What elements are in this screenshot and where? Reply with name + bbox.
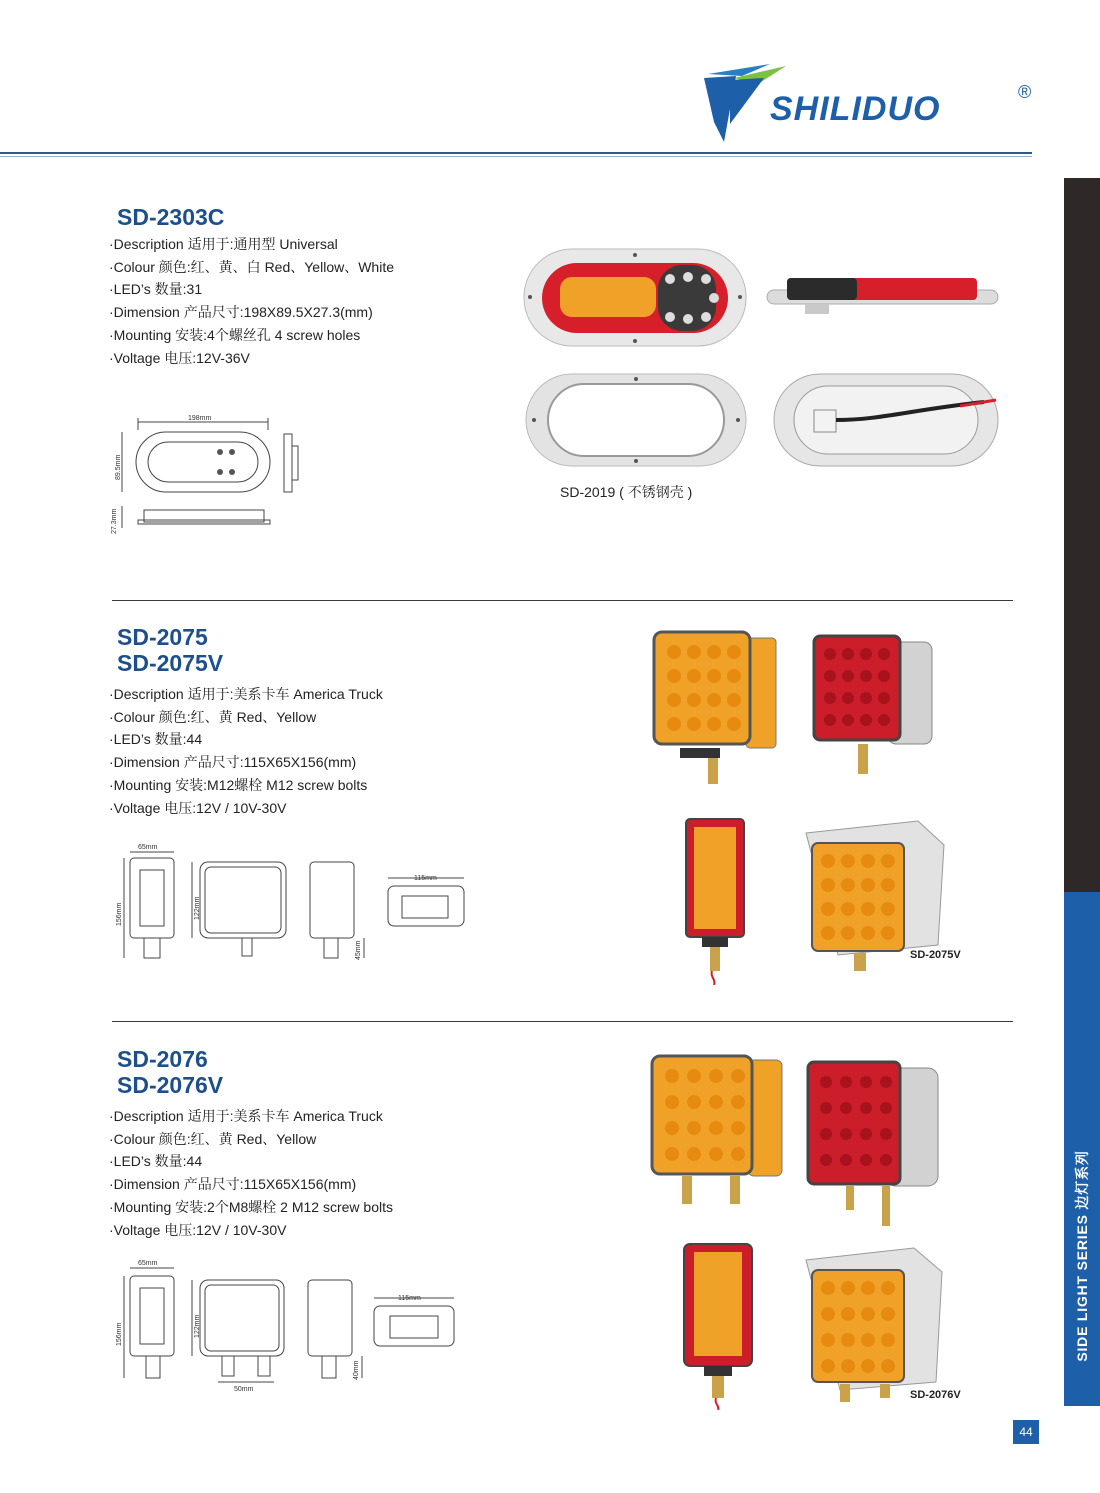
spec-mounting: ·Mounting 安装:2个M8螺栓 2 M12 screw bolts (109, 1198, 393, 1215)
spec-description: ·Description 适用于:美系卡车 America Truck (109, 686, 383, 702)
spec-list (109, 233, 394, 369)
technical-drawing (108, 410, 308, 540)
drawing-label: 115mm (414, 875, 437, 882)
product-photo-bezel (522, 370, 750, 470)
spec-colour: ·Colour 颜色:红、黄 Red、Yellow (109, 708, 317, 725)
side-tab-label: SIDE LIGHT SERIES 边灯系列 (1074, 1150, 1090, 1362)
drawing-label: 65mm (138, 1260, 158, 1267)
technical-drawing (108, 1256, 468, 1396)
page-number: 44 (1013, 1420, 1039, 1444)
drawing-label: 40mm (353, 1360, 360, 1380)
product-photo-oval-side (765, 270, 1000, 325)
product-title: SD-2076 (117, 1046, 208, 1072)
spec-leds: ·LED’s 数量:31 (109, 281, 203, 298)
product-photo-oval-front (520, 245, 750, 350)
technical-drawing (108, 840, 468, 970)
spec-dimension: ·Dimension 产品尺寸:115X65X156(mm) (109, 754, 357, 771)
spec-leds: ·LED’s 数量:44 (109, 1153, 203, 1170)
spec-mounting: ·Mounting 安装:4个螺丝孔 4 screw holes (109, 326, 361, 343)
shiliduo-logo (700, 62, 1040, 152)
side-band-dark (1064, 178, 1100, 892)
product-photo-amber-side (678, 1240, 758, 1410)
spec-mounting: ·Mounting 安装:M12螺栓 M12 screw bolts (109, 776, 368, 793)
drawing-label: 122mm (194, 896, 201, 920)
product-title: SD-2303C (117, 204, 225, 230)
spec-description: ·Description 适用于:通用型 Universal (109, 236, 338, 252)
header-rule (0, 152, 1032, 154)
drawing-label: 115mm (398, 1295, 421, 1302)
spec-list (109, 1105, 393, 1241)
spec-leds: ·LED’s 数量:44 (109, 731, 203, 748)
spec-voltage: ·Voltage 电压:12V / 10V-30V (109, 1221, 287, 1238)
product-photo-amber-front (650, 630, 780, 795)
spec-voltage: ·Voltage 电压:12V-36V (109, 349, 250, 366)
spec-colour: ·Colour 颜色:红、黄 Red、Yellow (109, 1130, 317, 1147)
spec-colour: ·Colour 颜色:红、黄、白 Red、Yellow、White (109, 258, 394, 275)
product-title-variant: SD-2075V (117, 650, 224, 676)
spec-voltage: ·Voltage 电压:12V / 10V-30V (109, 799, 287, 816)
brand-wordmark: SHILIDUO (770, 90, 941, 128)
registered-mark: ® (1018, 82, 1032, 102)
product-photo-amber-side (680, 815, 750, 985)
drawing-label-depth: 27.3mm (111, 508, 118, 534)
photo-caption: SD-2075V (910, 949, 961, 961)
photo-caption: SD-2076V (910, 1389, 961, 1401)
product-title: SD-2075 (117, 624, 208, 650)
product-photo-amber-angle (796, 1240, 946, 1405)
header-rule-thin (0, 156, 1032, 157)
section-divider (112, 1021, 1013, 1022)
drawing-label-width: 198mm (188, 415, 212, 422)
spec-description: ·Description 适用于:美系卡车 America Truck (109, 1108, 383, 1124)
product-photo-amber-front (648, 1052, 788, 1217)
product-photo-housing-back (770, 370, 1002, 470)
spec-dimension: ·Dimension 产品尺寸:115X65X156(mm) (109, 1176, 357, 1193)
drawing-label: 122mm (194, 1314, 201, 1338)
drawing-label: 156mm (116, 1322, 123, 1346)
section-divider (112, 600, 1013, 601)
product-photo-red-front (808, 630, 938, 795)
photo-caption: SD-2019 ( 不锈钢壳 ) (560, 484, 693, 500)
spec-dimension: ·Dimension 产品尺寸:198X89.5X27.3(mm) (109, 304, 373, 321)
product-title-variant: SD-2076V (117, 1072, 224, 1098)
drawing-label-height: 89.5mm (115, 454, 122, 480)
drawing-label: 45mm (355, 940, 362, 960)
product-photo-red-front (802, 1058, 942, 1228)
drawing-label: 156mm (116, 902, 123, 926)
spec-list (109, 683, 383, 819)
drawing-label: 50mm (234, 1386, 254, 1393)
drawing-label: 65mm (138, 844, 158, 851)
